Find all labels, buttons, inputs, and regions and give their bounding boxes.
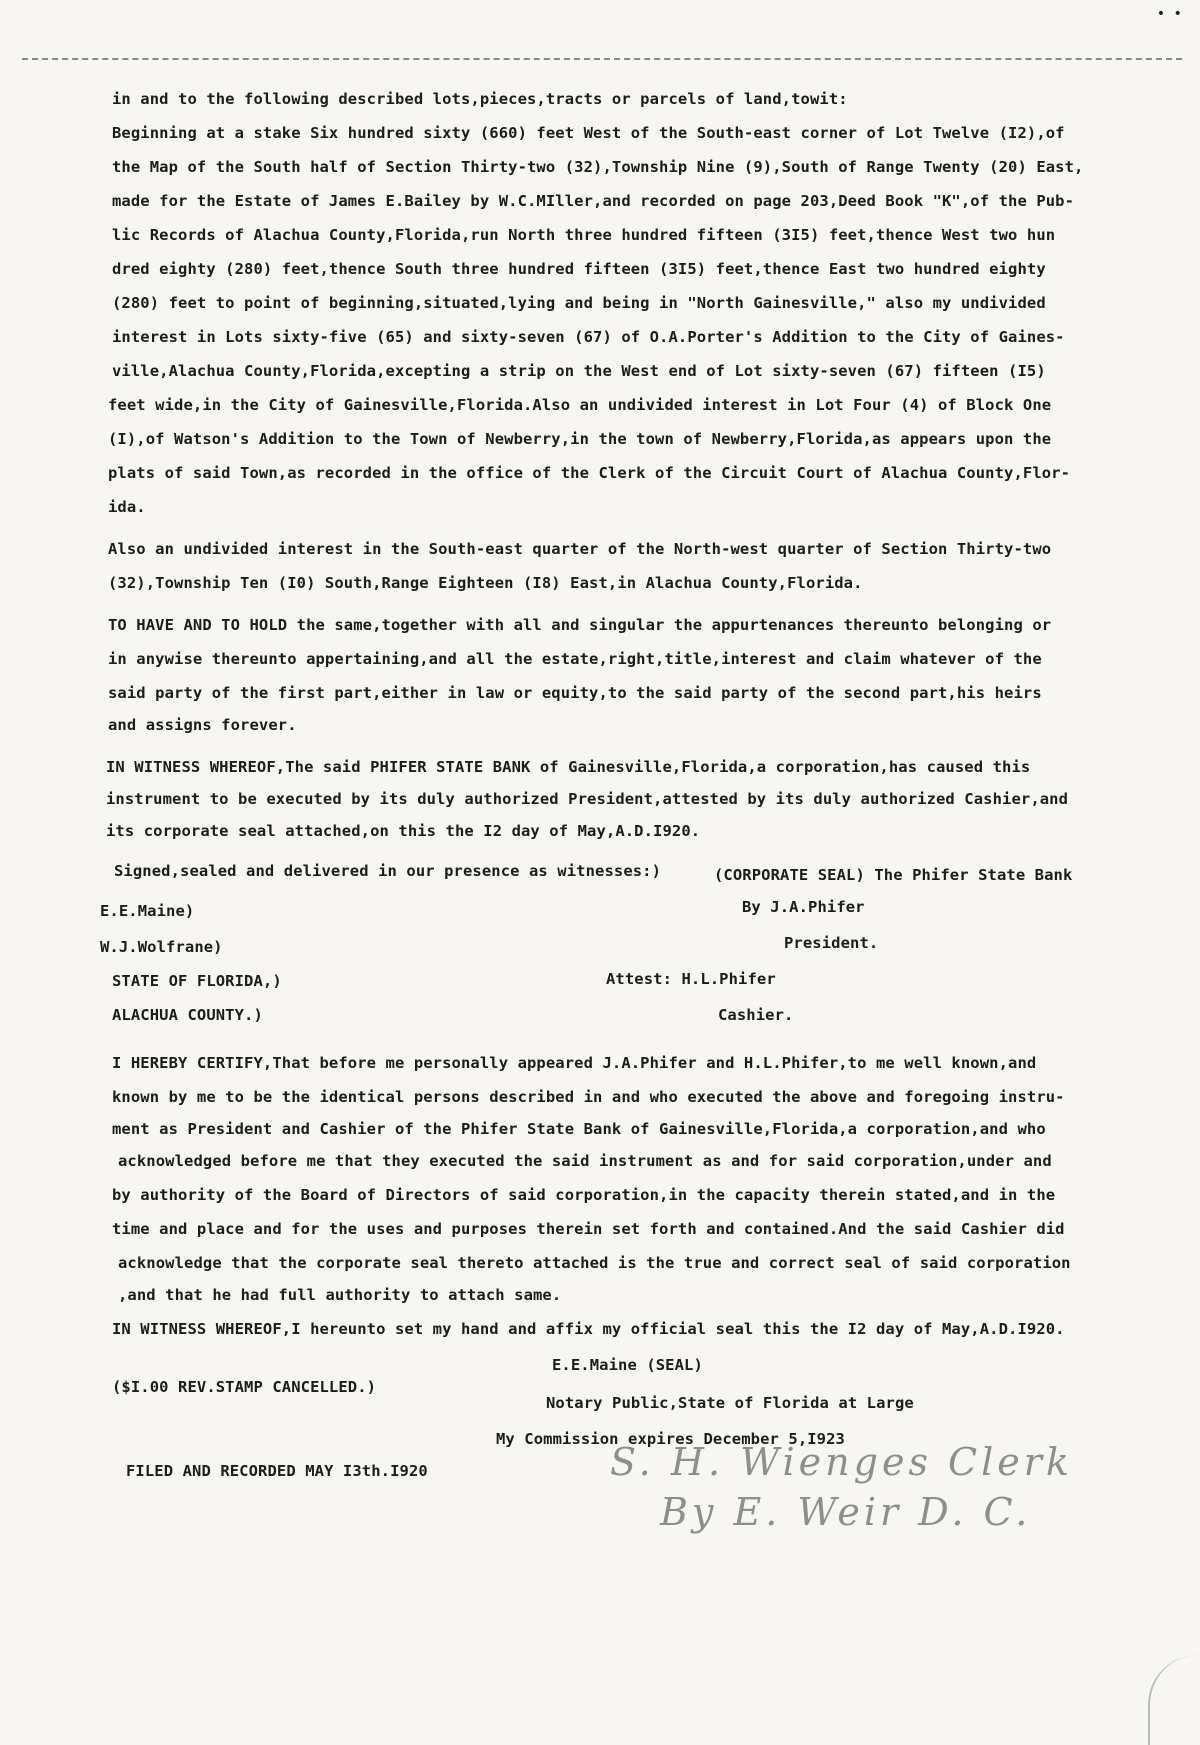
ack-line: IN WITNESS WHEREOF,I hereunto set my hand and affix my official seal this the I2 day of May,A.D.I920. xyxy=(112,1320,1065,1338)
body-line: interest in Lots sixty-five (65) and sixty-seven (67) of O.A.Porter's Addition to the City of Gaines- xyxy=(112,328,1065,346)
body-line: Beginning at a stake Six hundred sixty (660) feet West of the South-east corner of Lot Twelve (I2),of xyxy=(112,124,1065,142)
body-line: made for the Estate of James E.Bailey by W.C.MIller,and recorded on page 203,Deed Book "K",of the Pub- xyxy=(112,192,1075,210)
body-line: dred eighty (280) feet,thence South three hundred fifteen (3I5) feet,thence East two hundred eighty xyxy=(112,260,1046,278)
state-caption: STATE OF FLORIDA,) xyxy=(112,972,282,990)
body-line: TO HAVE AND TO HOLD the same,together with all and singular the appurtenances thereunto belonging or xyxy=(108,616,1052,634)
cashier-title: Cashier. xyxy=(718,1006,794,1024)
corporate-seal-line: (CORPORATE SEAL) The Phifer State Bank xyxy=(714,866,1073,884)
body-line: IN WITNESS WHEREOF,The said PHIFER STATE BANK of Gainesville,Florida,a corporation,has caused this xyxy=(106,758,1031,776)
body-line: instrument to be executed by its duly authorized President,attested by its duly authorized Cashier,and xyxy=(106,790,1069,808)
body-line: feet wide,in the City of Gainesville,Florida.Also an undivided interest in Lot Four (4) of Block One xyxy=(108,396,1052,414)
president-title: President. xyxy=(784,934,879,952)
ack-line: acknowledge that the corporate seal thereto attached is the true and correct seal of said corporation xyxy=(118,1254,1071,1272)
witness-2: W.J.Wolfrane) xyxy=(100,938,223,956)
ack-line: time and place and for the uses and purposes therein set forth and contained.And the said Cashier did xyxy=(112,1220,1065,1238)
page-edge-curl xyxy=(1148,1655,1200,1745)
body-line: its corporate seal attached,on this the I2 day of May,A.D.I920. xyxy=(106,822,701,840)
ack-line: acknowledged before me that they executed the said instrument as and for said corporation,under and xyxy=(118,1152,1052,1170)
notary-commission: My Commission expires December 5,I923 xyxy=(496,1430,845,1448)
witness-1: E.E.Maine) xyxy=(100,902,195,920)
body-line: (32),Township Ten (I0) South,Range Eighteen (I8) East,in Alachua County,Florida. xyxy=(108,574,863,592)
notary-name-seal: E.E.Maine (SEAL) xyxy=(552,1356,703,1374)
body-line: ida. xyxy=(108,498,146,516)
body-line: (I),of Watson's Addition to the Town of Newberry,in the town of Newberry,Florida,as appears upon the xyxy=(108,430,1052,448)
witness-line: Signed,sealed and delivered in our presence as witnesses:) xyxy=(114,862,662,880)
body-line: plats of said Town,as recorded in the office of the Clerk of the Circuit Court of Alachua County,Flor- xyxy=(108,464,1071,482)
by-signatory: By J.A.Phifer xyxy=(742,898,865,916)
county-caption: ALACHUA COUNTY.) xyxy=(112,1006,263,1024)
body-line: in anywise thereunto appertaining,and all the estate,right,title,interest and claim whatever of the xyxy=(108,650,1042,668)
ack-line: by authority of the Board of Directors of said corporation,in the capacity therein stated,and in the xyxy=(112,1186,1056,1204)
deputy-clerk-signature: By E. Weir D. C. xyxy=(660,1490,1032,1534)
filed-recorded: FILED AND RECORDED MAY I3th.I920 xyxy=(126,1462,428,1480)
body-line: ville,Alachua County,Florida,excepting a strip on the West end of Lot sixty-seven (67) fifteen (I5) xyxy=(112,362,1046,380)
body-line: (280) feet to point of beginning,situated,lying and being in "North Gainesville," also my undivided xyxy=(112,294,1046,312)
ack-line: ,and that he had full authority to attach same. xyxy=(118,1286,562,1304)
ack-line: known by me to be the identical persons described in and who executed the above and foregoing instru- xyxy=(112,1088,1065,1106)
ack-line: I HEREBY CERTIFY,That before me personally appeared J.A.Phifer and H.L.Phifer,to me well known,and xyxy=(112,1054,1037,1072)
body-line: and assigns forever. xyxy=(108,716,297,734)
page-top-divider xyxy=(22,58,1182,60)
body-line: in and to the following described lots,pieces,tracts or parcels of land,towit: xyxy=(112,90,848,108)
ack-line: ment as President and Cashier of the Phifer State Bank of Gainesville,Florida,a corporation,and who xyxy=(112,1120,1046,1138)
notary-title: Notary Public,State of Florida at Large xyxy=(546,1394,914,1412)
revenue-stamp-note: ($I.00 REV.STAMP CANCELLED.) xyxy=(112,1378,377,1396)
body-line: the Map of the South half of Section Thirty-two (32),Township Nine (9),South of Range Twenty (20) East, xyxy=(112,158,1084,176)
body-line: lic Records of Alachua County,Florida,run North three hundred fifteen (3I5) feet,thence West two hun xyxy=(112,226,1056,244)
corner-mark-icon: • • xyxy=(1156,6,1182,22)
clerk-signature: S. H. Wienges Clerk xyxy=(610,1440,1073,1484)
body-line: said party of the first part,either in law or equity,to the said party of the second part,his heirs xyxy=(108,684,1042,702)
body-line: Also an undivided interest in the South-east quarter of the North-west quarter of Section Thirty-two xyxy=(108,540,1052,558)
attest-line: Attest: H.L.Phifer xyxy=(606,970,776,988)
